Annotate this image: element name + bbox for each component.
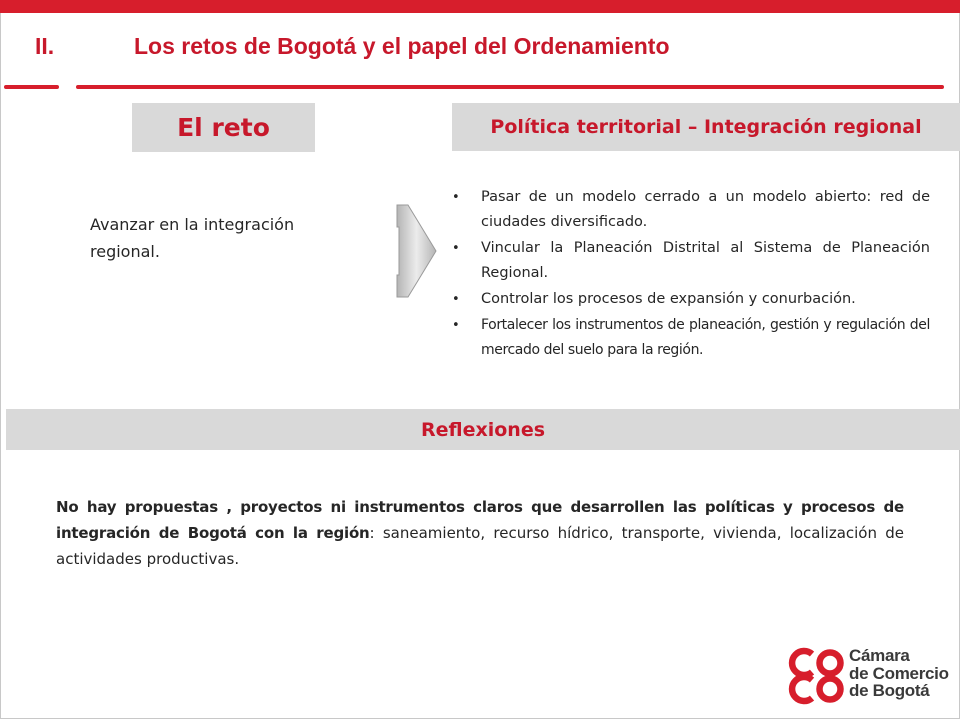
reto-header: El reto [132,103,315,152]
politica-header: Política territorial – Integración regional [452,103,960,151]
bullet-icon: • [452,292,460,307]
reflexiones-plain-text: : saneamiento, recurso hídrico, transporte, vivienda, localización de actividades productivas. [56,524,904,568]
title-underline-short [4,85,59,89]
top-red-bar [0,0,960,13]
reflexiones-paragraph [56,494,904,572]
list-item: • Fortalecer los instrumentos de planeación, gestión y regulación del mercado del suelo para la región. [452,313,930,363]
logo-line-3: de Bogotá [849,681,930,700]
logo-line-1: Cámara [849,646,910,665]
bullet-icon: • [452,241,460,256]
list-item: • Controlar los procesos de expansión y conurbación. [452,287,930,312]
bullet-icon: • [452,190,460,205]
reto-text: Avanzar en la integración regional. [90,215,295,261]
bullet-icon: • [452,318,460,333]
logo-wordmark [849,647,949,700]
list-item: • Pasar de un modelo cerrado a un modelo abierto: red de ciudades diversificado. [452,185,930,235]
right-arrow-icon [396,203,438,299]
section-number: II. [35,33,55,59]
reflexiones-header: Reflexiones [6,409,960,450]
list-item: • Vincular la Planeación Distrital al Sistema de Planeación Regional. [452,236,930,286]
politica-bullet-list [452,185,930,364]
title-underline-long [76,85,944,89]
reflexiones-bold-text: No hay propuestas , proyectos ni instrumentos claros que desarrollen las políticas y procesos de integración de Bogotá con la región [56,498,904,542]
logo-line-2: de Comercio [849,663,949,683]
slide-title: Los retos de Bogotá y el papel del Ordenamiento [134,33,670,59]
